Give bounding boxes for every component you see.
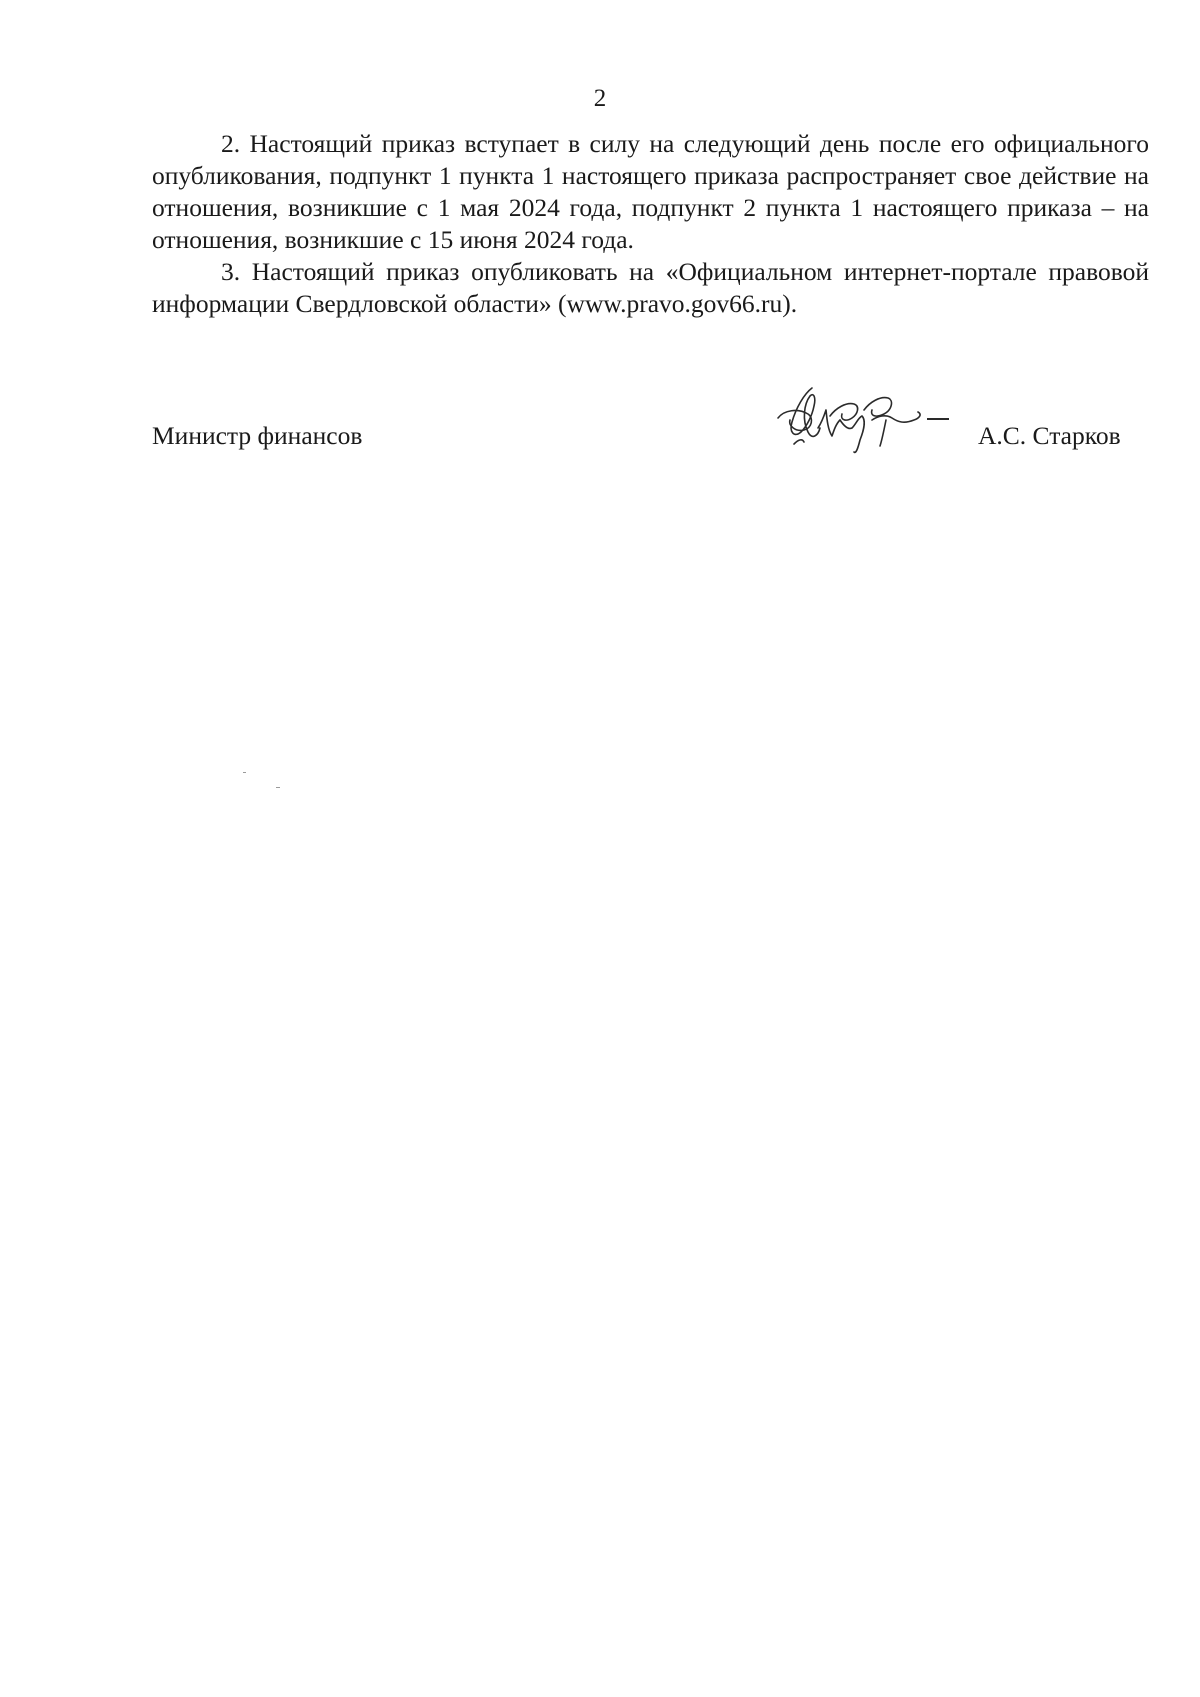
paragraph-3: 3. Настоящий приказ опубликовать на «Официальном интернет-портале правовой информации Свердловской области» (www.pravo.gov66.ru). bbox=[152, 257, 1149, 318]
paragraph-2: 2. Настоящий приказ вступает в силу на следующий день после его официального опубликования, подпункт 1 пункта 1 настоящего приказа распространяет свое действие на отношения, возникшие с 1 мая 2024 года, подпункт 2 пункта 1 настоящего приказа – на отношения, возникшие с 15 июня 2024 года. bbox=[152, 129, 1149, 254]
signer-name: А.С. Старков bbox=[978, 421, 1121, 450]
handwritten-signature bbox=[774, 380, 924, 458]
document-body bbox=[152, 128, 1149, 320]
page-number: 2 bbox=[593, 85, 607, 112]
signature-block bbox=[152, 380, 1149, 460]
scan-artifact bbox=[276, 787, 280, 788]
signer-position: Министр финансов bbox=[152, 421, 363, 450]
signature-dash bbox=[927, 418, 949, 420]
scan-artifact bbox=[243, 772, 246, 773]
